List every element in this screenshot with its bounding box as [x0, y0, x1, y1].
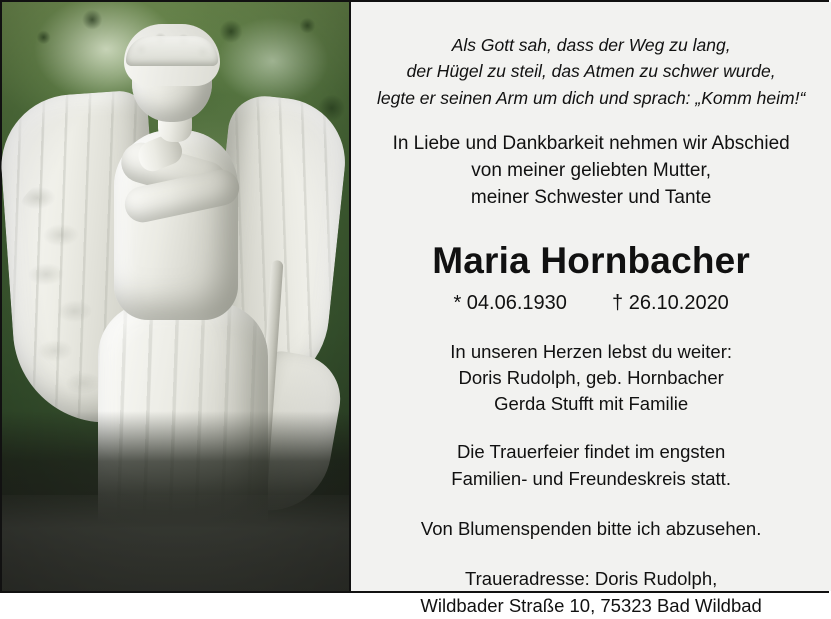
introduction-line-3: meiner Schwester und Tante — [470, 186, 712, 208]
introduction — [393, 131, 790, 212]
mourning-address — [420, 566, 761, 619]
angel-statue-photo — [2, 2, 351, 591]
address-line-1: Traueradresse: Doris Rudolph, — [465, 568, 718, 590]
poem — [377, 32, 805, 111]
death-date: † 26.10.2020 — [612, 291, 729, 314]
survivors-line-2: Doris Rudolph, geb. Hornbacher — [458, 366, 724, 388]
survivors-line-3: Gerda Stufft mit Familie — [494, 393, 689, 415]
photo-ground-stone — [2, 495, 349, 591]
flowers-notice: Von Blumenspenden bitte ich abzusehen. — [420, 517, 762, 539]
survivors-line-1: In unseren Herzen lebst du weiter: — [450, 340, 733, 362]
poem-line-1: Als Gott sah, dass der Weg zu lang, — [451, 35, 731, 55]
deceased-name: Maria Hornbacher — [432, 239, 751, 281]
survivors — [450, 339, 732, 418]
angel-wreath — [126, 36, 218, 66]
ceremony-line-1: Die Trauerfeier findet im engsten — [456, 441, 726, 463]
life-dates — [453, 292, 728, 315]
ceremony-notice — [451, 439, 731, 492]
introduction-line-2: von meiner geliebten Mutter, — [471, 159, 711, 181]
introduction-line-1: In Liebe und Dankbarkeit nehmen wir Abschied — [392, 132, 790, 154]
address-line-2: Wildbader Straße 10, 75323 Bad Wildbad — [420, 594, 762, 616]
birth-date: * 04.06.1930 — [453, 291, 567, 314]
poem-line-3: legte er seinen Arm um dich und sprach: „Komm heim!“ — [377, 87, 806, 108]
ceremony-line-2: Familien- und Freundeskreis statt. — [451, 467, 731, 489]
obituary-text-pane — [351, 2, 831, 616]
poem-line-2: der Hügel zu steil, das Atmen zu schwer wurde, — [406, 61, 776, 82]
